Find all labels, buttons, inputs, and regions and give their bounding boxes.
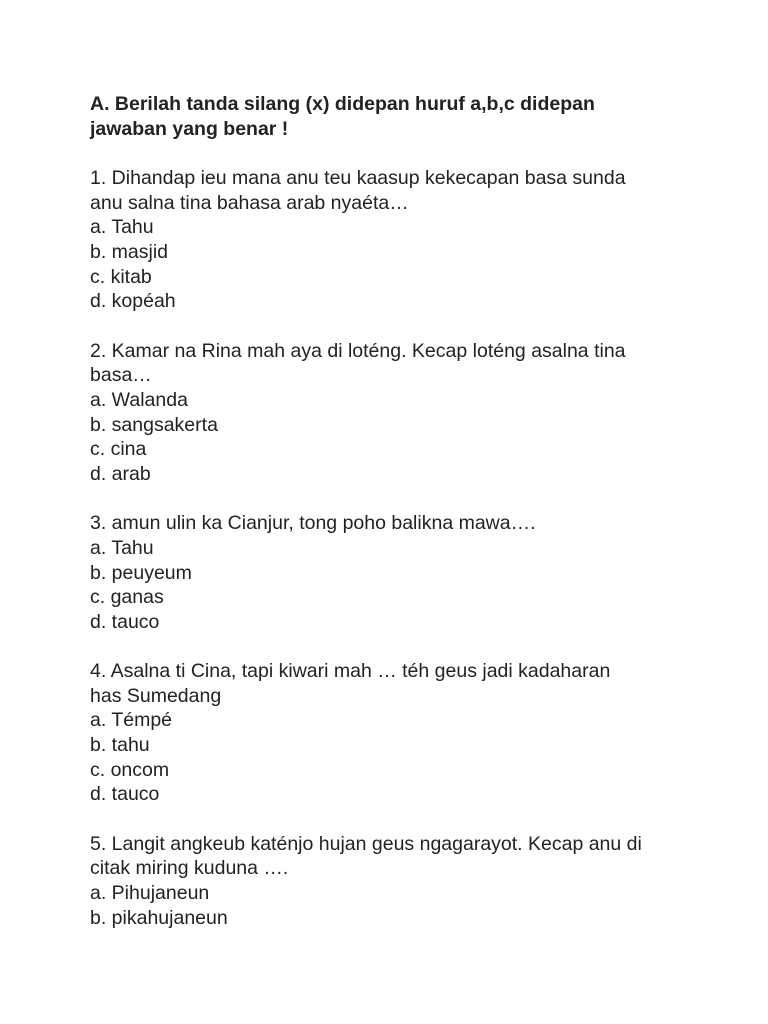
option-a: a. Témpé: [90, 709, 173, 732]
question-1: [90, 166, 710, 314]
question-text: anu salna tina bahasa arab nyaéta…: [90, 191, 409, 214]
question-text: 2. Kamar na Rina mah aya di loténg. Kecap loténg asalna tina: [90, 339, 626, 362]
question-text: 1. Dihandap ieu mana anu teu kaasup kekecapan basa sunda: [90, 167, 626, 190]
option-a: a. Pihujaneun: [90, 882, 210, 905]
option-b: b. pikahujaneun: [90, 906, 228, 929]
option-c: c. kitab: [90, 265, 152, 288]
option-b: b. sangsakerta: [90, 413, 218, 436]
question-text: 3. amun ulin ka Cianjur, tong poho balikna mawa….: [90, 512, 536, 535]
option-a: a. Tahu: [90, 536, 154, 559]
question-2: [90, 339, 710, 487]
question-text: has Sumedang: [90, 684, 222, 707]
option-c: c. cina: [90, 438, 147, 461]
question-text: citak miring kuduna ….: [90, 857, 289, 880]
heading-line: jawaban yang benar !: [90, 117, 289, 140]
option-a: a. Walanda: [90, 388, 188, 411]
option-d: d. tauco: [90, 610, 160, 633]
question-text: 4. Asalna ti Cina, tapi kiwari mah … téh geus jadi kadaharan: [90, 660, 611, 683]
option-d: d. arab: [90, 462, 151, 485]
question-text: basa…: [90, 364, 152, 387]
option-b: b. peuyeum: [90, 561, 192, 584]
heading-line: A. Berilah tanda silang (x) didepan huruf a,b,c didepan: [90, 93, 595, 115]
option-d: d. tauco: [90, 783, 160, 806]
option-c: c. ganas: [90, 586, 164, 609]
question-5: [90, 832, 710, 930]
question-text: 5. Langit angkeub katénjo hujan geus ngagarayot. Kecap anu di: [90, 832, 642, 855]
question-3: [90, 511, 710, 634]
option-d: d. kopéah: [90, 290, 176, 313]
option-a: a. Tahu: [90, 216, 154, 239]
question-4: [90, 659, 710, 807]
worksheet-page: [90, 92, 710, 955]
option-b: b. tahu: [90, 734, 150, 757]
instruction-heading: [90, 92, 710, 141]
option-b: b. masjid: [90, 240, 169, 263]
option-c: c. oncom: [90, 758, 170, 781]
